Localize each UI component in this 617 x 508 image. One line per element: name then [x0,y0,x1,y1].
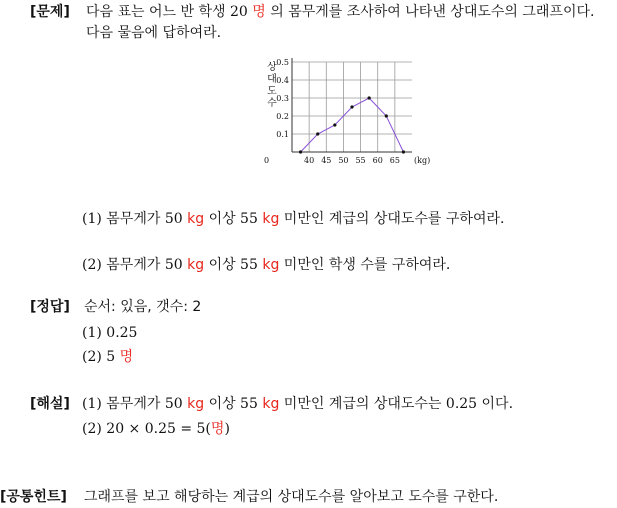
s2-text-a: (2) 20 × 0.25 = 5( [82,421,211,437]
x-tick-label: 60 [372,156,383,165]
chart-y-ticks [276,58,289,139]
answer-2-number: (2) 5 [82,349,116,365]
answer-meta: 순서: 있음, 갯수: 2 [84,299,202,315]
x-tick-label: 65 [389,156,400,165]
data-point [333,123,336,126]
data-point [402,150,405,153]
y-tick-label: 0.4 [276,76,289,85]
s1-text-a: (1) 몸무게가 50 [82,396,183,412]
answer-2 [82,348,133,366]
q1-text-c: 미만인 계급의 상대도수를 구하여라. [283,211,505,227]
y-label-char: 도 [267,86,277,97]
q1-text-a: (1) 몸무게가 50 [82,211,183,227]
x-unit-label: (kg) [414,156,431,165]
data-point [350,105,353,108]
unit-people: 명 [119,349,134,365]
chart-axes [292,58,412,152]
unit-people: 명 [252,4,266,20]
data-point [368,96,371,99]
answer-tag: [정답] [30,299,70,315]
q2-text-c: 미만인 학생 수를 구하여라. [283,257,451,273]
question-2 [82,256,450,274]
solution-1 [82,395,513,413]
solution-2 [82,420,230,438]
data-point [385,114,388,117]
q2-text-a: (2) 몸무게가 50 [82,257,183,273]
y-tick-label: 0.5 [276,58,289,67]
x-tick-label: 55 [355,156,366,165]
x-tick-label: 50 [338,156,349,165]
problem-line-2: 다음 물음에 답하여라. [86,25,222,41]
problem-text-b: 의 몸무게를 조사하여 나타낸 상대도수의 그래프이다. [270,4,595,20]
answer-1: (1) 0.25 [82,325,138,341]
q1-text-b: 이상 55 [208,211,258,227]
y-label-char: 대 [267,74,277,85]
hint-tag: [공통힌트] [0,489,67,505]
unit-kg: kg [262,396,280,412]
y-label-char: 상 [267,62,277,73]
data-point [299,150,302,153]
unit-kg: kg [262,257,280,273]
origin-label: 0 [264,156,270,165]
unit-kg: kg [187,257,205,273]
s2-text-b: ) [224,421,230,437]
problem-tag: [문제] [30,4,70,20]
data-point [316,132,319,135]
x-tick-label: 40 [304,156,315,165]
y-label-char: 수 [267,98,277,109]
problem-text-a: 다음 표는 어느 반 학생 20 [86,4,248,20]
unit-kg: kg [262,211,280,227]
question-1 [82,210,504,228]
unit-people: 명 [210,421,225,437]
y-tick-label: 0.1 [276,130,289,139]
chart-x-ticks [264,156,430,165]
chart-series [299,96,405,153]
problem-line-1 [86,3,594,21]
y-tick-label: 0.3 [276,94,289,103]
y-tick-label: 0.2 [276,112,289,121]
chart-y-label [267,60,277,109]
relative-frequency-chart [262,52,442,177]
unit-kg: kg [187,211,205,227]
hint-text: 그래프를 보고 해당하는 계급의 상대도수를 알아보고 도수를 구한다. [84,489,499,505]
s1-text-b: 이상 55 [208,396,258,412]
x-tick-label: 45 [321,156,332,165]
s1-text-c: 미만인 계급의 상대도수는 0.25 이다. [283,396,514,412]
solution-tag: [해설] [30,396,70,412]
unit-kg: kg [187,396,205,412]
q2-text-b: 이상 55 [208,257,258,273]
